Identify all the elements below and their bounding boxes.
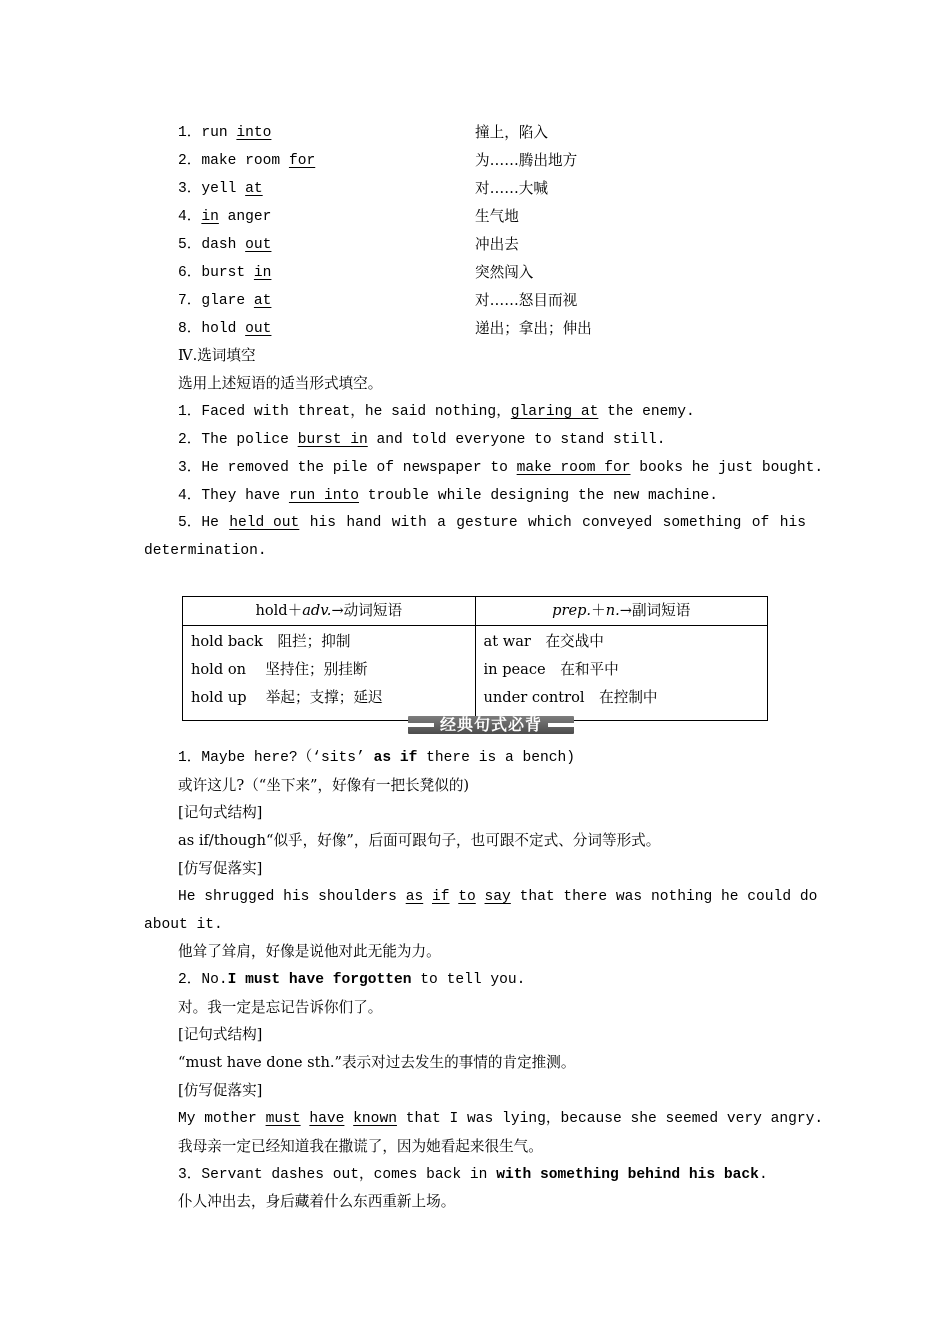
phrase-meaning: 递出；拿出；伸出 (475, 320, 592, 337)
key-sentence: 3．Servant dashes out，comes back in with something behind his back. (178, 1167, 768, 1183)
table-header-hold: hold＋adv.→动词短语 (183, 597, 476, 626)
phrase-item: 5．dash out (178, 237, 272, 253)
phrase-item: 8．hold out (178, 321, 272, 337)
table-row: hold up 举起；支撑；延迟 (191, 689, 383, 706)
structure-note: “must have done sth.”表示对过去发生的事情的肯定推测。 (178, 1054, 576, 1071)
table-row: at war 在交战中 (483, 633, 604, 650)
section-heading: Ⅳ.选词填空 (178, 347, 256, 364)
phrase-meaning: 生气地 (475, 208, 519, 225)
structure-note: as if/though“似乎，好像”，后面可跟句子，也可跟不定式、分词等形式。 (178, 832, 661, 849)
tag-practice: [仿写促落实] (178, 860, 263, 877)
phrase-meaning: 对……怒目而视 (475, 292, 578, 309)
section-banner (408, 714, 574, 736)
key-sentence: 1．Maybe here?（‘sits’ as if there is a bench) (178, 750, 576, 766)
phrase-item: 1．run into (178, 125, 272, 141)
phrase-item: 2．make room for (178, 153, 316, 169)
practice-sentence-continued: about it. (144, 917, 223, 933)
phrase-meaning: 为……腾出地方 (475, 152, 578, 169)
key-sentence-translation: 仆人冲出去，身后藏着什么东西重新上场。 (178, 1193, 456, 1210)
banner-title: 经典句式必背 (439, 715, 542, 734)
exercise-sentence: 5．He held out his hand with a gesture which conveyed something of his (178, 515, 806, 531)
table-header-prep: prep.＋n.→副词短语 (475, 597, 768, 626)
exercise-sentence: 4．They have run into trouble while designing the new machine. (178, 488, 719, 504)
practice-sentence: My mother must have known that I was lying，because she seemed very angry. (178, 1111, 824, 1127)
exercise-sentence: 1．Faced with threat，he said nothing，glaring at the enemy. (178, 404, 695, 420)
exercise-sentence-continued: determination. (144, 543, 267, 559)
phrase-meaning: 撞上，陷入 (475, 124, 548, 141)
table-cell-prep-phrases (475, 626, 768, 721)
exercise-sentence: 3．He removed the pile of newspaper to make room for books he just bought. (178, 460, 824, 476)
key-sentence: 2．No.I must have forgotten to tell you. (178, 972, 526, 988)
phrase-item: 6．burst in (178, 265, 272, 281)
key-sentence-translation: 或许这儿?（“坐下来”，好像有一把长凳似的) (178, 777, 470, 794)
table-row: hold on 坚持住；别挂断 (191, 661, 368, 678)
practice-translation: 我母亲一定已经知道我在撒谎了，因为她看起来很生气。 (178, 1138, 543, 1155)
table-row: in peace 在和平中 (483, 661, 619, 678)
table-cell-hold-phrases (183, 626, 476, 721)
table-row: under control 在控制中 (483, 689, 658, 706)
phrase-item: 4．in anger (178, 209, 272, 225)
phrase-item: 3．yell at (178, 181, 263, 197)
phrase-table (182, 596, 768, 721)
tag-practice: [仿写促落实] (178, 1082, 263, 1099)
table-row: hold back 阻拦；抑制 (191, 633, 351, 650)
tag-structure: [记句式结构] (178, 804, 263, 821)
practice-translation: 他耸了耸肩，好像是说他对此无能为力。 (178, 943, 441, 960)
section-instruction: 选用上述短语的适当形式填空。 (178, 375, 383, 392)
phrase-meaning: 突然闯入 (475, 264, 534, 281)
tag-structure: [记句式结构] (178, 1026, 263, 1043)
practice-sentence: He shrugged his shoulders as if to say that there was nothing he could do (178, 889, 818, 905)
phrase-meaning: 对……大喊 (475, 180, 548, 197)
phrase-item: 7．glare at (178, 293, 272, 309)
phrase-meaning: 冲出去 (475, 236, 519, 253)
key-sentence-translation: 对。我一定是忘记告诉你们了。 (178, 999, 383, 1016)
exercise-sentence: 2．The police burst in and told everyone to stand still. (178, 432, 666, 448)
